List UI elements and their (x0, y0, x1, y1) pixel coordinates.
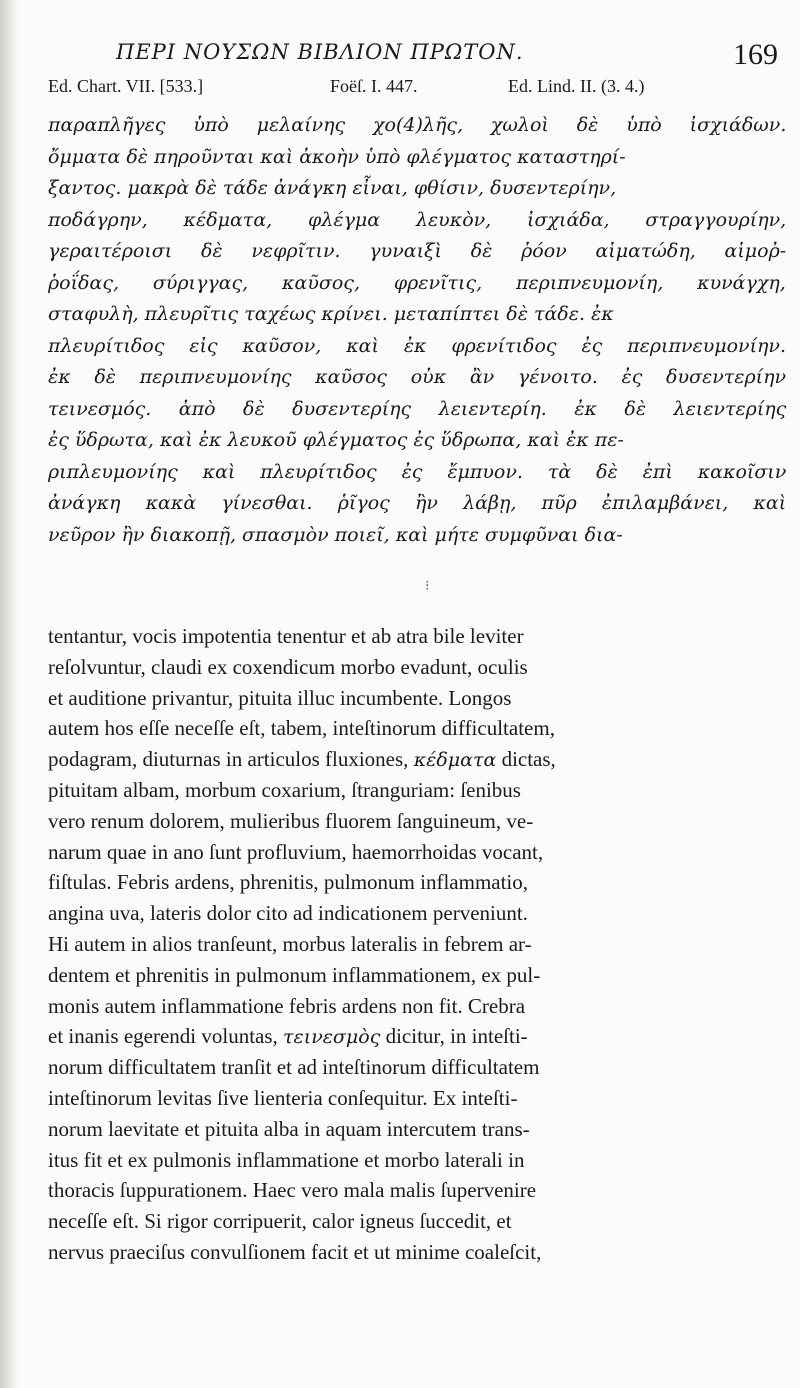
latin-text-segment: narum quae in ano ſunt profluvium, haemorrhoidas vocant, (48, 839, 544, 864)
latin-text-block (48, 621, 790, 1268)
latin-text-line (48, 898, 790, 929)
latin-text-segment: monis autem inflammatione febris ardens non fit. Crebra (48, 993, 526, 1018)
latin-text-line (48, 775, 790, 806)
latin-text-segment: podagram, diuturnas in articulos fluxiones, (48, 747, 414, 772)
greek-text-line: τεινεσμός. ἀπὸ δὲ δυσεντερίης λειεντερίη. ἐκ δὲ λειεντερίης (48, 397, 787, 420)
latin-text-segment: et inanis egerendi voluntas, (48, 1024, 284, 1049)
latin-text-segment: angina uva, lateris dolor cito ad indicationem perveniunt. (48, 901, 528, 926)
latin-text-segment: inteſtinorum levitas ſive lienteria conſequitur. Ex inteſti- (48, 1085, 518, 1110)
greek-text-line: ξαντος. μακρὰ δὲ τάδε ἀνάγκη εἶναι, φθίσιν, δυσεντερίην, (48, 177, 617, 199)
latin-text-line (48, 1114, 790, 1145)
greek-text-line: ἀνάγκη κακὰ γίνεσθαι. ῥῖγος ἢν λάβῃ, πῦρ ἐπιλαμβάνει, καὶ (48, 492, 787, 514)
greek-text-block (48, 110, 790, 551)
latin-text-segment: reſolvuntur, claudi ex coxendicum morbo evadunt, oculis (48, 654, 528, 679)
greek-text-line: ἐς ὕδρωτα, καὶ ἐκ λευκοῦ φλέγματος ἐς ὕδρωπα, καὶ ἐκ πε- (48, 429, 624, 451)
latin-text-line (48, 806, 790, 837)
latin-text-segment: dictas, (496, 747, 556, 772)
latin-text-segment: Hi autem in alios tranſeunt, morbus lateralis in febrem ar- (48, 931, 532, 956)
latin-text-line (48, 837, 790, 868)
latin-text-segment: dicitur, in inteſti- (380, 1024, 528, 1049)
greek-text-line: ποδάγρην, κέδματα, φλέγμα λευκὸν, ἰσχιάδα, στραγγουρίην, (48, 208, 787, 231)
edition-ref-foes: Foëſ. I. 447. (330, 76, 418, 96)
latin-text-segment: nervus praeciſus convulſionem facit et ut minime coaleſcit, (48, 1239, 542, 1264)
latin-text-segment: vero renum dolorem, mulieribus fluorem ſanguineum, ve- (48, 808, 534, 833)
latin-text-segment: itus fit et ex pulmonis inflammatione et morbo laterali in (48, 1147, 525, 1172)
latin-text-line (48, 621, 790, 652)
latin-text-line (48, 1145, 790, 1176)
greek-text-line: σταφυλὴ, πλευρῖτις ταχέως κρίνει. μεταπίπτει δὲ τάδε. ἐκ (48, 303, 614, 325)
latin-text-segment: fiſtulas. Febris ardens, phrenitis, pulmonum inflammatio, (48, 870, 529, 895)
greek-text-line: γεραιτέροισι δὲ νεφρῖτιν. γυναιξὶ δὲ ῥόον αἱματώδη, αἱμοῤ- (48, 240, 787, 262)
latin-text-line (48, 744, 790, 775)
greek-text-line: ὄμματα δὲ πηροῦνται καὶ ἀκοὴν ὑπὸ φλέγματος καταστηρί- (48, 145, 626, 168)
greek-text-line: πλευρίτιδος εἰς καῦσον, καὶ ἐκ φρενίτιδος ἐς περιπνευμονίην. (48, 334, 787, 357)
greek-text-line: νεῦρον ἢν διακοπῇ, σπασμὸν ποιεῖ, καὶ μήτε συμφῦναι δια- (48, 523, 623, 546)
greek-text-line: ῥοΐδας, σύριγγας, καῦσος, φρενῖτις, περιπνευμονίη, κυνάγχη, (48, 271, 786, 294)
latin-text-line (48, 1083, 790, 1114)
latin-text-line (48, 713, 790, 744)
section-divider-mark: ⁝ (425, 578, 430, 594)
edition-ref-chart: Ed. Chart. VII. [533.] (48, 76, 204, 96)
latin-text-line (48, 683, 790, 714)
latin-text-line (48, 867, 790, 898)
page-number: 169 (733, 38, 778, 71)
greek-text-line: ριπλευμονίης καὶ πλευρίτιδος ἐς ἔμπυον. τὰ δὲ ἐπὶ κακοῖσιν (48, 460, 787, 483)
running-title: ΠΕΡΙ ΝΟΥΣΩΝ ΒΙΒΛΙΟΝ ΠΡΩΤΟΝ. (116, 40, 524, 64)
gutter-shadow (0, 0, 18, 1388)
latin-text-line (48, 960, 790, 991)
latin-text-line (48, 652, 790, 683)
latin-text-segment: dentem et phrenitis in pulmonum inflammationem, ex pul- (48, 962, 541, 987)
greek-term: κέδματα (413, 749, 497, 772)
latin-text-segment: thoracis ſuppurationem. Haec vero mala malis ſupervenire (48, 1178, 537, 1203)
latin-text-line (48, 1237, 790, 1268)
latin-text-line (48, 1175, 790, 1206)
latin-text-line (48, 1206, 790, 1237)
latin-text-line (48, 991, 790, 1022)
latin-text-segment: norum difficultatem tranſit et ad inteſtinorum difficultatem (48, 1055, 540, 1080)
edition-ref-lind: Ed. Lind. II. (3. 4.) (508, 76, 645, 96)
latin-text-line (48, 929, 790, 960)
latin-text-segment: tentantur, vocis impotentia tenentur et ab atra bile leviter (48, 624, 524, 648)
greek-text-line: παραπλῆγες ὑπὸ μελαίνης χο(4)λῆς, χωλοὶ δὲ ὑπὸ ἰσχιάδων. (48, 114, 787, 136)
latin-text-segment: norum laevitate et pituita alba in aquam intercutem trans- (48, 1116, 530, 1141)
latin-text-line (48, 1021, 790, 1052)
latin-text-segment: neceſſe eſt. Si rigor corripuerit, calor igneus ſuccedit, et (48, 1209, 512, 1234)
latin-text-segment: pituitam albam, morbum coxarium, ſtranguriam: ſenibus (48, 777, 521, 802)
latin-text-segment: et auditione privantur, pituita illuc incumbente. Longos (48, 685, 512, 710)
latin-text-segment: autem hos eſſe neceſſe eſt, tabem, inteſtinorum difficultatem, (48, 716, 555, 741)
greek-text-line: ἐκ δὲ περιπνευμονίης καῦσος οὐκ ἂν γένοιτο. ἐς δυσεντερίην (48, 366, 787, 388)
latin-text-line (48, 1052, 790, 1083)
greek-term: τεινεσμὸς (283, 1026, 381, 1049)
